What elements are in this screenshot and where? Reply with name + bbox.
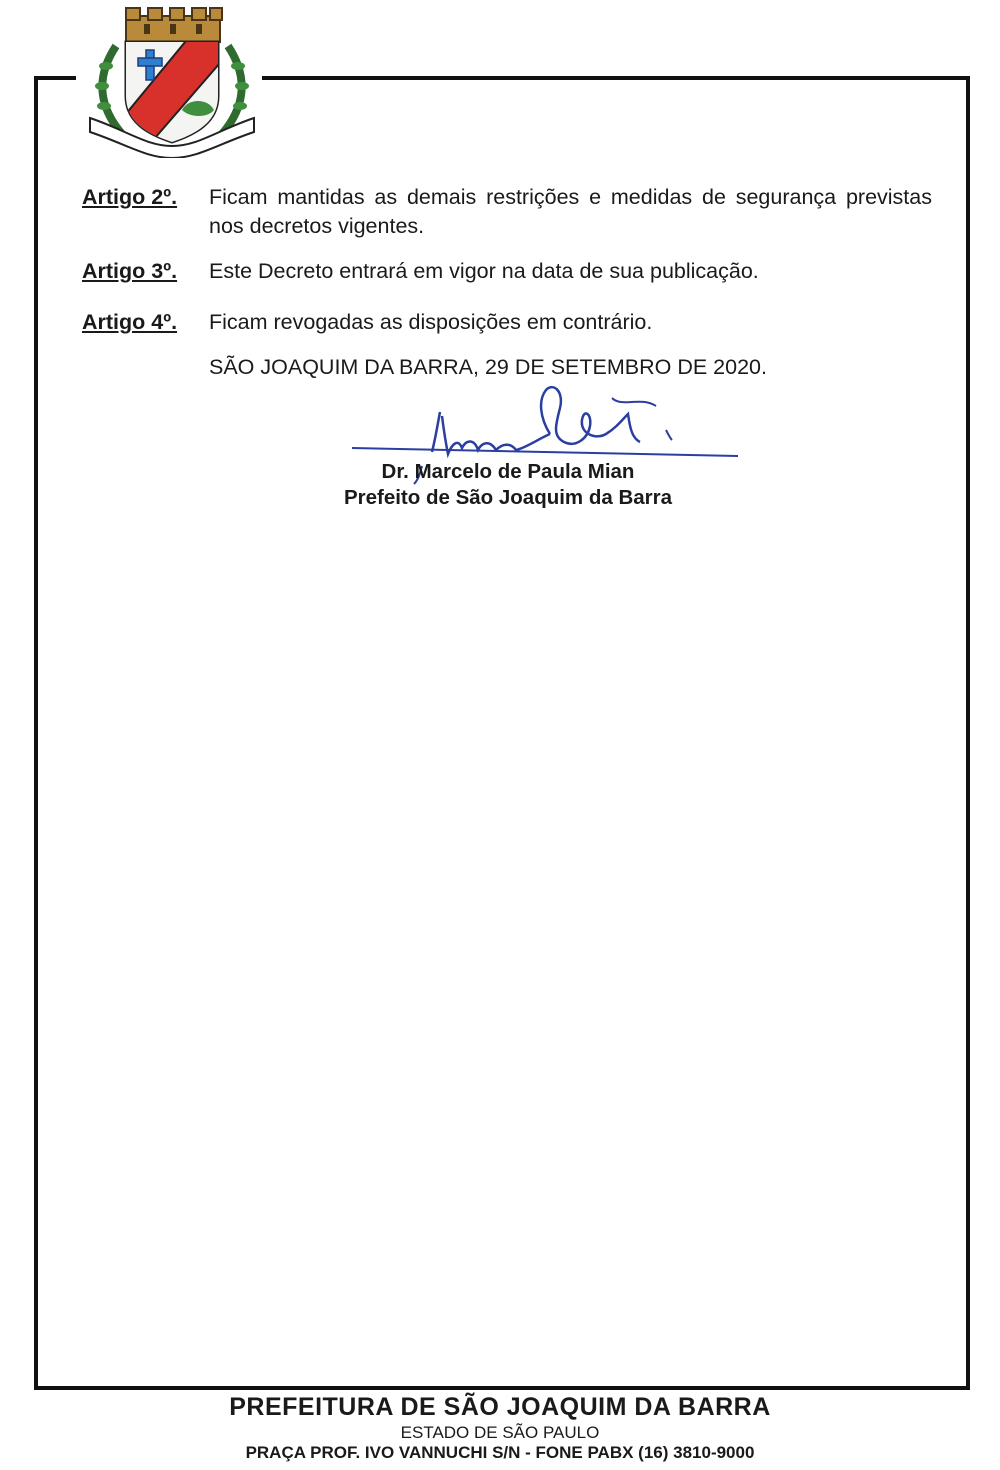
article-label: Artigo 3º. bbox=[82, 259, 178, 283]
footer-institution: PREFEITURA DE SÃO JOAQUIM DA BARRA bbox=[229, 1393, 771, 1421]
signatory-name: Dr. Marcelo de Paula Mian bbox=[381, 460, 635, 483]
frame-right bbox=[966, 76, 970, 1390]
article-4 bbox=[82, 308, 942, 338]
frame-top-left bbox=[34, 76, 76, 80]
footer-state: ESTADO DE SÃO PAULO bbox=[400, 1423, 600, 1442]
signatory-title: Prefeito de São Joaquim da Barra bbox=[343, 486, 673, 509]
footer-address: PRAÇA PROF. IVO VANNUCHI S/N - FONE PABX (16) 3810-9000 bbox=[245, 1443, 755, 1462]
article-text: Ficam revogadas as disposições em contrário. bbox=[209, 310, 653, 334]
article-label: Artigo 2º. bbox=[82, 185, 178, 209]
frame-left bbox=[34, 76, 38, 1390]
article-text: Ficam mantidas as demais restrições e medidas de segurança previstas nos decretos vigentes. bbox=[209, 185, 932, 238]
article-2 bbox=[82, 183, 942, 243]
article-label: Artigo 4º. bbox=[82, 310, 178, 334]
date-line: SÃO JOAQUIM DA BARRA, 29 DE SETEMBRO DE 2020. bbox=[209, 355, 767, 379]
article-3 bbox=[82, 257, 942, 287]
frame-top-right bbox=[262, 76, 970, 80]
coat-of-arms-icon bbox=[86, 6, 258, 158]
frame-bottom bbox=[34, 1386, 970, 1390]
article-text: Este Decreto entrará em vigor na data de sua publicação. bbox=[209, 259, 759, 283]
